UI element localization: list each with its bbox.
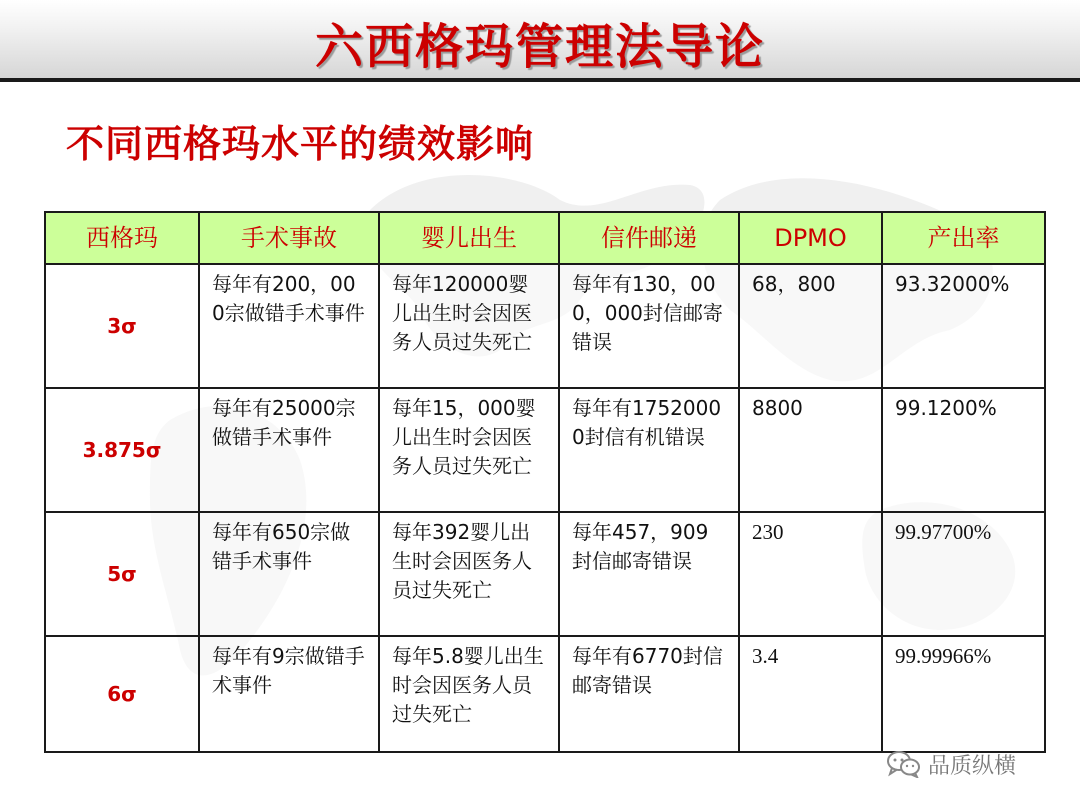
sigma-level-cell: 3σ bbox=[45, 264, 199, 388]
birth-cell: 每年5.8婴儿出生时会因医务人员过失死亡 bbox=[379, 636, 559, 752]
header-dpmo: DPMO bbox=[739, 212, 882, 264]
yield-cell: 99.99966% bbox=[882, 636, 1045, 752]
birth-cell: 每年15，000婴儿出生时会因医务人员过失死亡 bbox=[379, 388, 559, 512]
birth-cell: 每年392婴儿出生时会因医务人员过失死亡 bbox=[379, 512, 559, 636]
header-yield: 产出率 bbox=[882, 212, 1045, 264]
sigma-level-cell: 3.875σ bbox=[45, 388, 199, 512]
table-row bbox=[45, 636, 1045, 752]
slide-title: 六西格玛管理法导论 bbox=[314, 19, 765, 75]
table-row bbox=[45, 512, 1045, 636]
sigma-performance-table bbox=[44, 211, 1046, 753]
header-birth: 婴儿出生 bbox=[379, 212, 559, 264]
header-surgery: 手术事故 bbox=[199, 212, 379, 264]
mail-cell: 每年有6770封信邮寄错误 bbox=[559, 636, 739, 752]
wechat-icon bbox=[886, 750, 922, 778]
table-row bbox=[45, 388, 1045, 512]
surgery-cell: 每年有200，000宗做错手术事件 bbox=[199, 264, 379, 388]
source-watermark bbox=[886, 748, 1016, 780]
source-name: 品质纵横 bbox=[928, 753, 1017, 779]
header-mail: 信件邮递 bbox=[559, 212, 739, 264]
mail-cell: 每年457，909封信邮寄错误 bbox=[559, 512, 739, 636]
surgery-cell: 每年有650宗做错手术事件 bbox=[199, 512, 379, 636]
table-row bbox=[45, 264, 1045, 388]
yield-cell: 99.1200% bbox=[882, 388, 1045, 512]
sigma-level-cell: 5σ bbox=[45, 512, 199, 636]
section-heading: 不同西格玛水平的绩效影响 bbox=[66, 122, 535, 166]
dpmo-cell: 230 bbox=[739, 512, 882, 636]
yield-cell: 99.97700% bbox=[882, 512, 1045, 636]
dpmo-cell: 68，800 bbox=[739, 264, 882, 388]
dpmo-cell: 3.4 bbox=[739, 636, 882, 752]
header-sigma: 西格玛 bbox=[45, 212, 199, 264]
birth-cell: 每年120000婴儿出生时会因医务人员过失死亡 bbox=[379, 264, 559, 388]
mail-cell: 每年有17520000封信有机错误 bbox=[559, 388, 739, 512]
table-header-row bbox=[45, 212, 1045, 264]
header-divider bbox=[0, 78, 1080, 82]
surgery-cell: 每年有9宗做错手术事件 bbox=[199, 636, 379, 752]
dpmo-cell: 8800 bbox=[739, 388, 882, 512]
yield-cell: 93.32000% bbox=[882, 264, 1045, 388]
surgery-cell: 每年有25000宗做错手术事件 bbox=[199, 388, 379, 512]
mail-cell: 每年有130，000，000封信邮寄错误 bbox=[559, 264, 739, 388]
sigma-level-cell: 6σ bbox=[45, 636, 199, 752]
